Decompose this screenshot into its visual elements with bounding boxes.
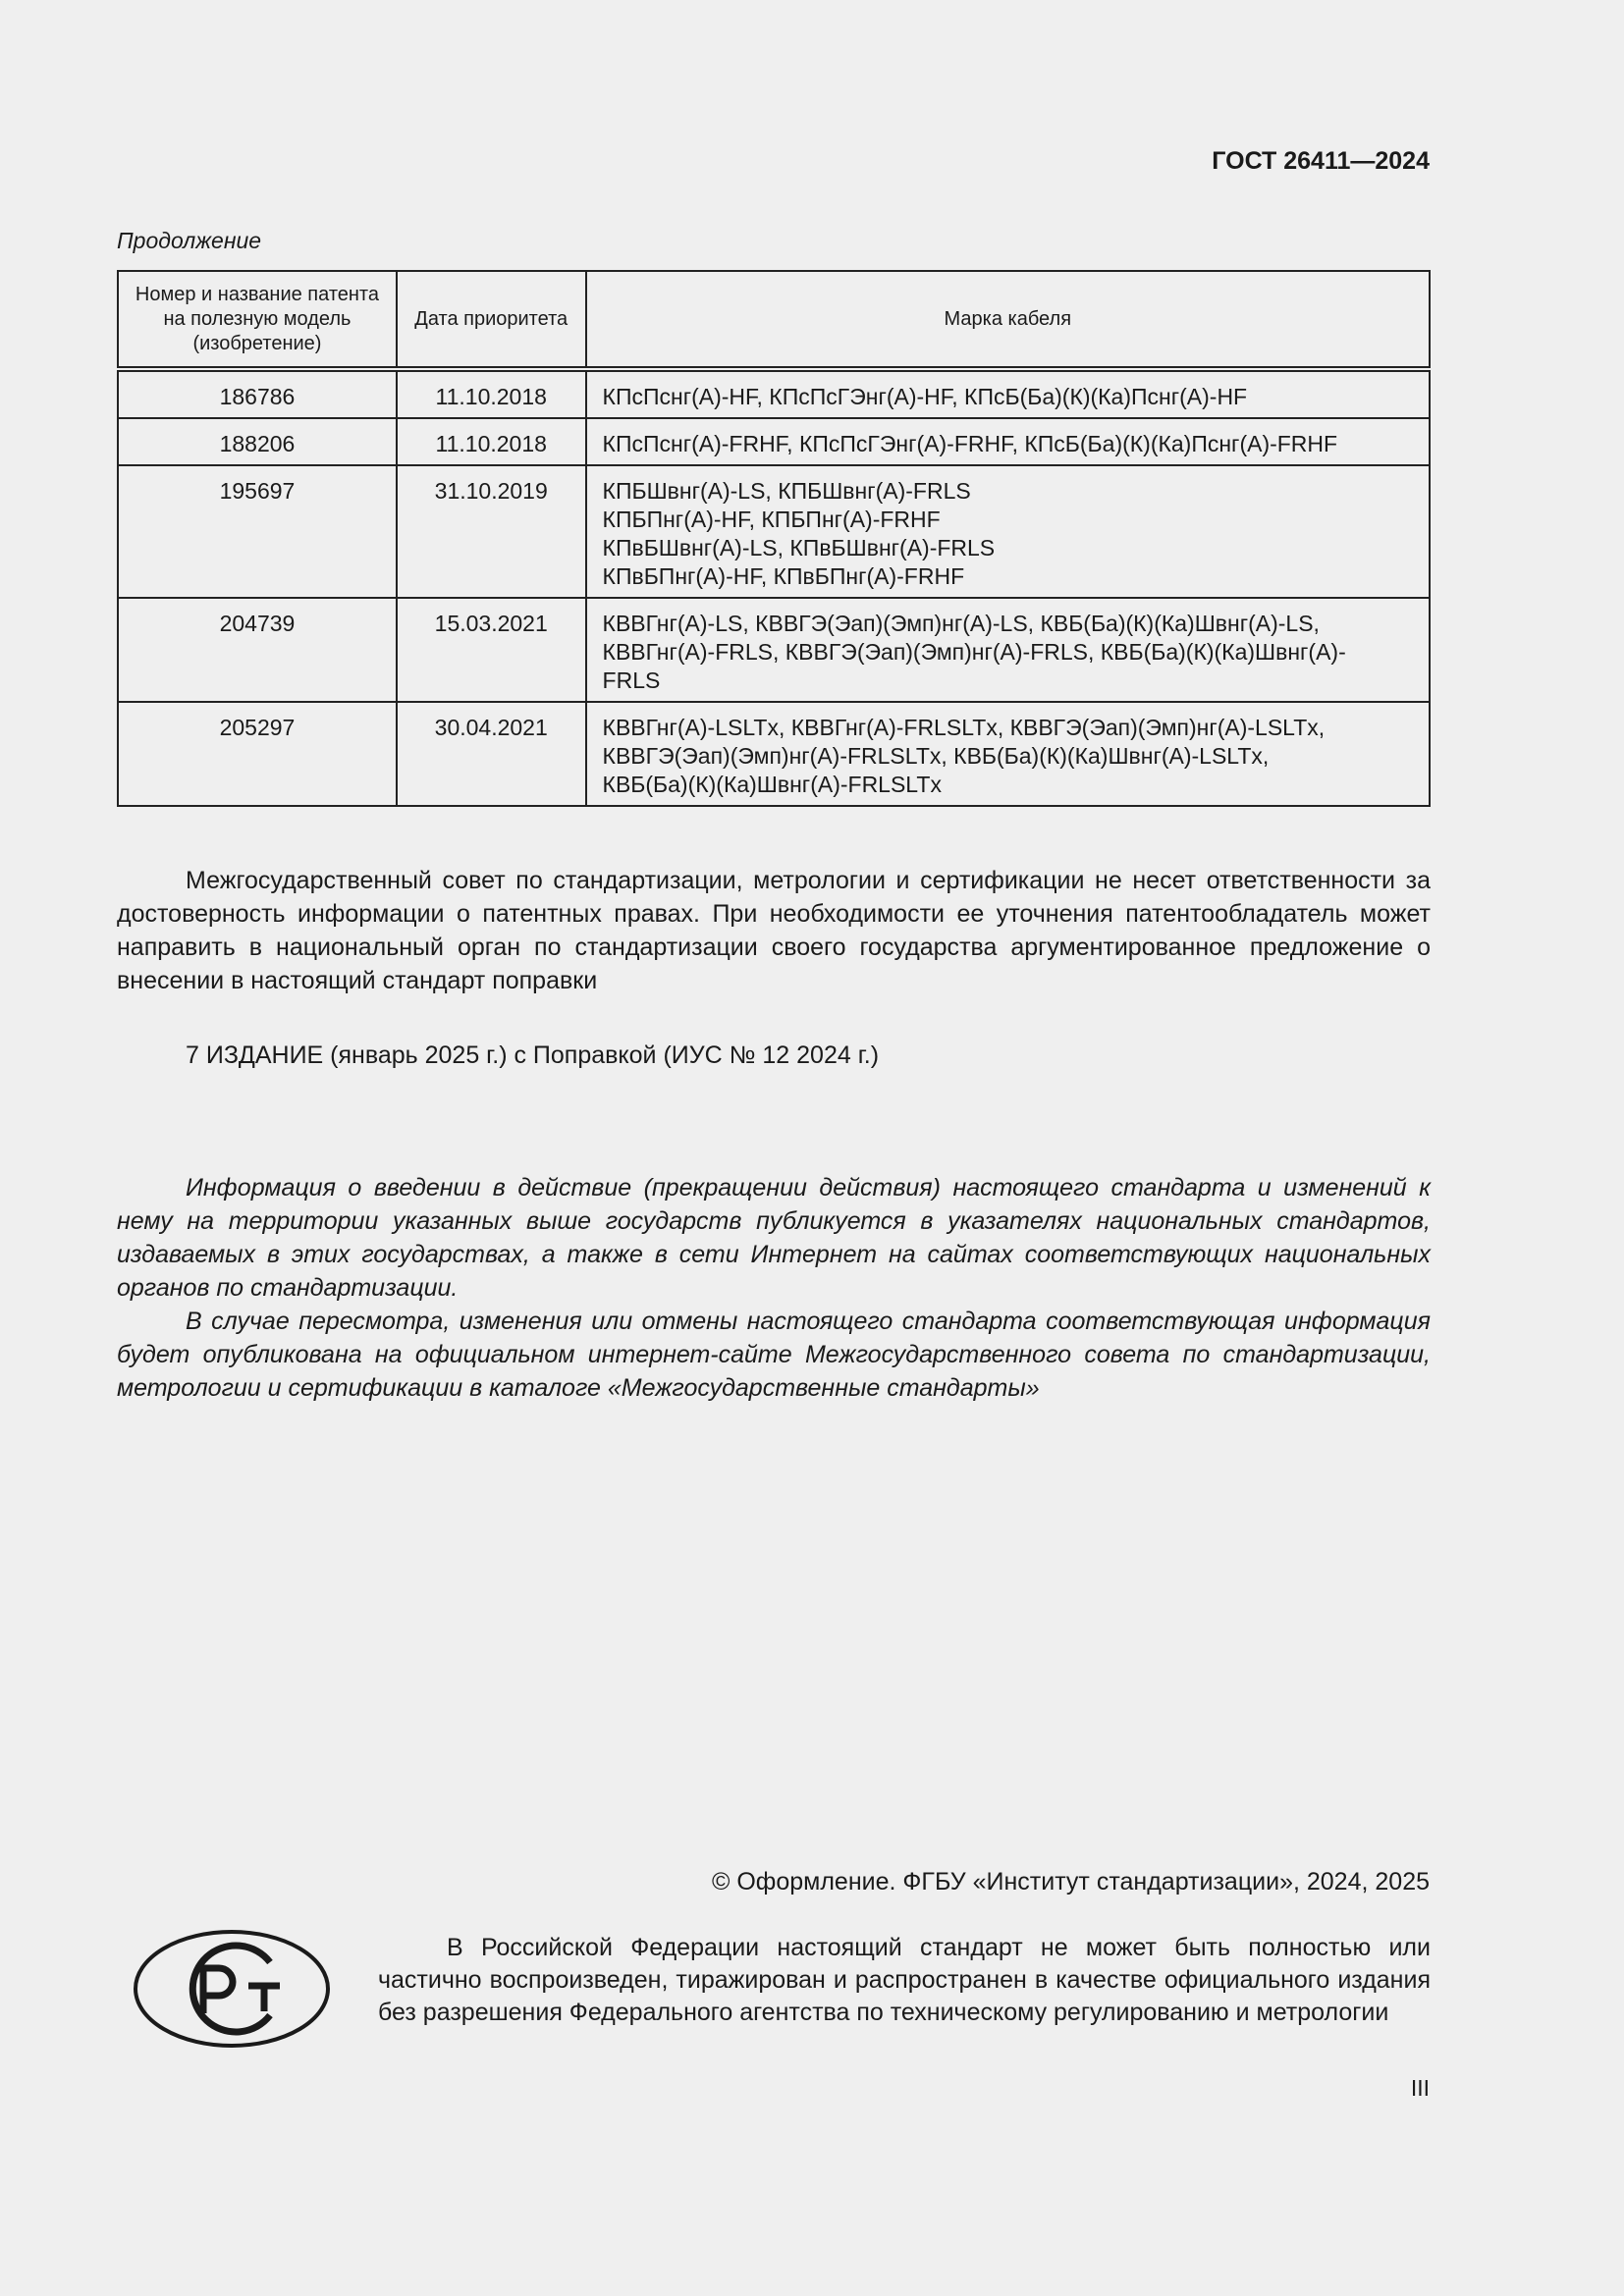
cable-mark-line: КПсПснг(А)-HF, КПсПсГЭнг(А)-HF, КПсБ(Ба)(К)(Ка)Пснг(А)-HF: [602, 384, 1248, 409]
cable-mark-line: КПБПнг(А)-HF, КПБПнг(А)-FRHF: [602, 507, 941, 532]
edition-line: 7 ИЗДАНИЕ (январь 2025 г.) с Поправкой (ИУС № 12 2024 г.): [186, 1041, 880, 1069]
cable-mark-line: КВВГнг(А)-LS, КВВГЭ(Эап)(Эмп)нг(А)-LS, КВБ(Ба)(К)(Ка)Швнг(А)-LS,: [602, 611, 1320, 636]
priority-date: 15.03.2021: [397, 598, 586, 702]
copyright-line: © Оформление. ФГБУ «Институт стандартизации», 2024, 2025: [711, 1868, 1430, 1896]
header-patent-number: Номер и название патента на полезную модель (изобретение): [118, 271, 397, 369]
priority-date: 11.10.2018: [397, 418, 586, 465]
table-row: [118, 418, 1430, 465]
patents-table: [117, 270, 1431, 807]
table-row: [118, 598, 1430, 702]
header-priority-date: Дата приоритета: [397, 271, 586, 369]
cable-mark-line: FRLS: [602, 667, 661, 693]
cable-marks: [586, 369, 1430, 418]
priority-date: 31.10.2019: [397, 465, 586, 598]
table-row: [118, 702, 1430, 806]
patent-number: 205297: [118, 702, 397, 806]
cable-mark-line: КВВГЭ(Эап)(Эмп)нг(А)-FRLSLTx, КВБ(Ба)(К)(Ка)Швнг(А)-LSLTx,: [602, 743, 1270, 769]
rst-certification-mark-icon: [133, 1929, 331, 2049]
priority-date: 11.10.2018: [397, 369, 586, 418]
cable-marks: [586, 418, 1430, 465]
cable-marks: [586, 702, 1430, 806]
patent-disclaimer: Межгосударственный совет по стандартизации, метрологии и сертификации не несет ответственности за достоверность информации о патентных правах. При необходимости ее уточнения патентообладатель может направить в национальный орган по стандартизации своего государства аргументированное предложение о внесении в настоящий стандарт поправки: [117, 867, 1431, 994]
table-header-row: [118, 271, 1430, 369]
cable-mark-line: КВВГнг(А)-FRLS, КВВГЭ(Эап)(Эмп)нг(А)-FRLS, КВБ(Ба)(К)(Ка)Швнг(А)-: [602, 639, 1346, 665]
cable-mark-line: КВВГнг(А)-LSLTx, КВВГнг(А)-FRLSLTx, КВВГЭ(Эап)(Эмп)нг(А)-LSLTx,: [602, 715, 1326, 740]
priority-date: 30.04.2021: [397, 702, 586, 806]
patent-number: 188206: [118, 418, 397, 465]
header-cable-mark: Марка кабеля: [586, 271, 1430, 369]
info-paragraph-1: Информация о введении в действие (прекращении действия) настоящего стандарта и изменений к нему на территории указанных выше государств публикуется в указателях национальных стандартов, издаваемых в этих государствах, а также в сети Интернет на сайтах соответствующих национальных органов по стандартизации.: [117, 1174, 1431, 1302]
table-row: [118, 369, 1430, 418]
cable-marks: [586, 598, 1430, 702]
patent-number: 195697: [118, 465, 397, 598]
cable-marks: [586, 465, 1430, 598]
info-paragraph-2: В случае пересмотра, изменения или отмены настоящего стандарта соответствующая информация будет опубликована на официальном интернет-сайте Межгосударственного совета по стандартизации, метрологии и сертификации в каталоге «Межгосударственные стандарты»: [117, 1308, 1431, 1402]
patent-number: 186786: [118, 369, 397, 418]
cable-mark-line: КПБШвнг(А)-LS, КПБШвнг(А)-FRLS: [602, 478, 971, 504]
table-row: [118, 465, 1430, 598]
continuation-label: Продолжение: [117, 228, 262, 253]
page-number: III: [1410, 2075, 1430, 2101]
rights-notice: В Российской Федерации настоящий стандарт не может быть полностью или частично воспроизведен, тиражирован и распространен в качестве официального издания без разрешения Федерального агентства по техническому регулированию и метрологии: [378, 1934, 1431, 2026]
cable-mark-line: КВБ(Ба)(К)(Ка)Швнг(А)-FRLSLTx: [602, 772, 942, 797]
patent-number: 204739: [118, 598, 397, 702]
cable-mark-line: КПвБШвнг(А)-LS, КПвБШвнг(А)-FRLS: [602, 535, 996, 561]
cable-mark-line: КПвБПнг(А)-HF, КПвБПнг(А)-FRHF: [602, 563, 965, 589]
document-code: ГОСТ 26411—2024: [1212, 147, 1430, 175]
cable-mark-line: КПсПснг(А)-FRHF, КПсПсГЭнг(А)-FRHF, КПсБ(Ба)(К)(Ка)Пснг(А)-FRHF: [602, 431, 1338, 456]
